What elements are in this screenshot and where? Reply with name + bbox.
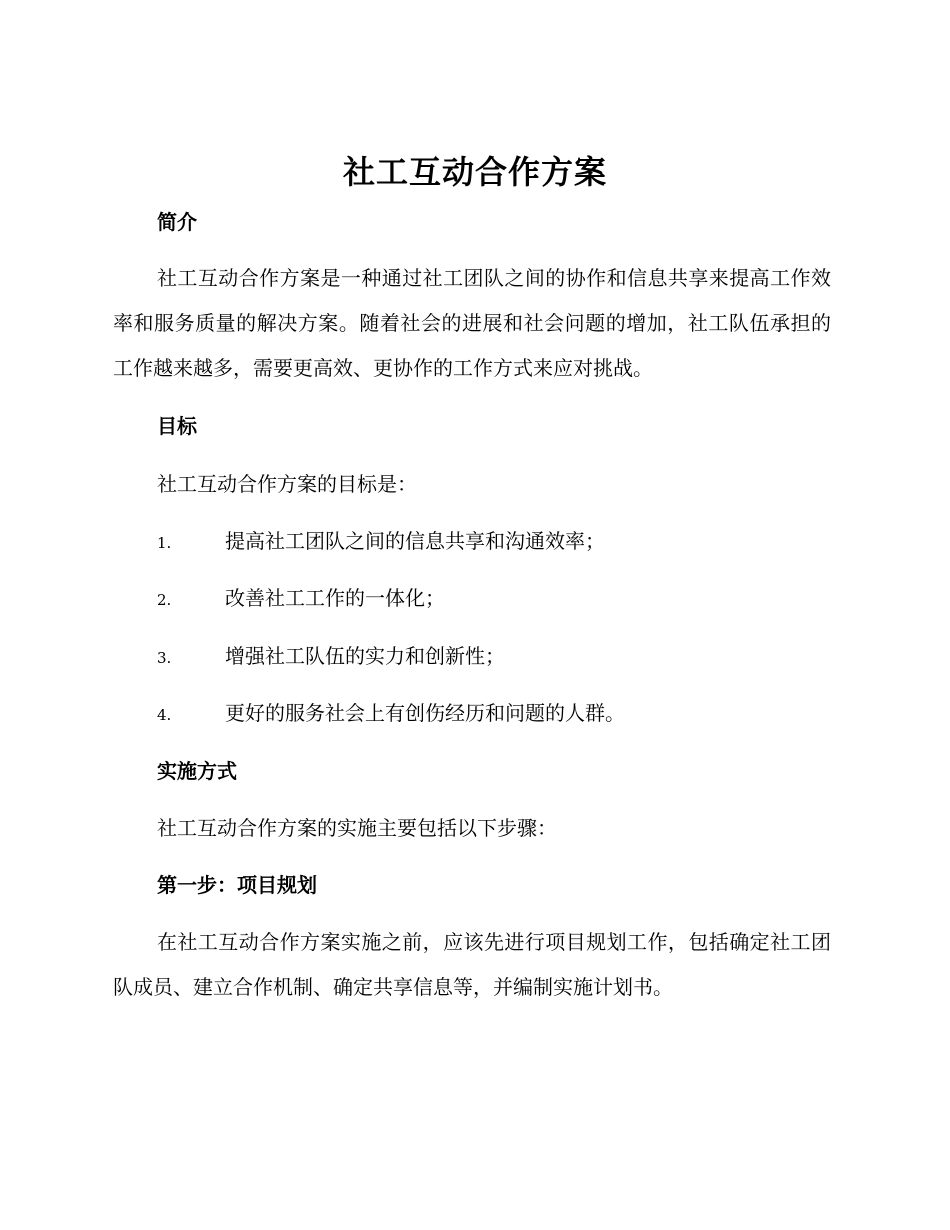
section-heading-goals: 目标 — [157, 414, 197, 438]
list-item-text: 提高社工团队之间的信息共享和沟通效率； — [225, 529, 605, 553]
list-number: 2. — [157, 591, 172, 609]
goals-lead-text: 社工互动合作方案的目标是： — [157, 472, 417, 496]
section-heading-intro: 简介 — [157, 210, 197, 234]
list-number: 4. — [157, 706, 172, 724]
intro-paragraph: 社工互动合作方案是一种通过社工团队之间的协作和信息共享来提高工作效率和服务质量的解决方案。随着社会的进展和社会问题的增加，社工队伍承担的工作越来越多，需要更高效、更协作的工作方式来应对挑战。 — [113, 266, 831, 380]
list-item-text: 更好的服务社会上有创伤经历和问题的人群。 — [225, 701, 625, 725]
implementation-lead-text: 社工互动合作方案的实施主要包括以下步骤： — [157, 816, 557, 840]
step1-heading: 第一步：项目规划 — [157, 873, 317, 897]
step1-paragraph: 在社工互动合作方案实施之前，应该先进行项目规划工作，包括确定社工团队成员、建立合作机制、确定共享信息等，并编制实施计划书。 — [113, 930, 831, 999]
list-item-text: 改善社工工作的一体化； — [225, 586, 445, 610]
section-heading-implementation: 实施方式 — [157, 759, 237, 783]
goal-list-item — [157, 527, 605, 557]
document-title: 社工互动合作方案 — [342, 153, 607, 191]
goal-list-item — [157, 584, 445, 614]
list-number: 1. — [157, 534, 172, 552]
list-item-text: 增强社工队伍的实力和创新性； — [225, 644, 505, 668]
list-number: 3. — [157, 649, 172, 667]
goal-list-item — [157, 642, 505, 672]
goal-list-item — [157, 699, 625, 729]
